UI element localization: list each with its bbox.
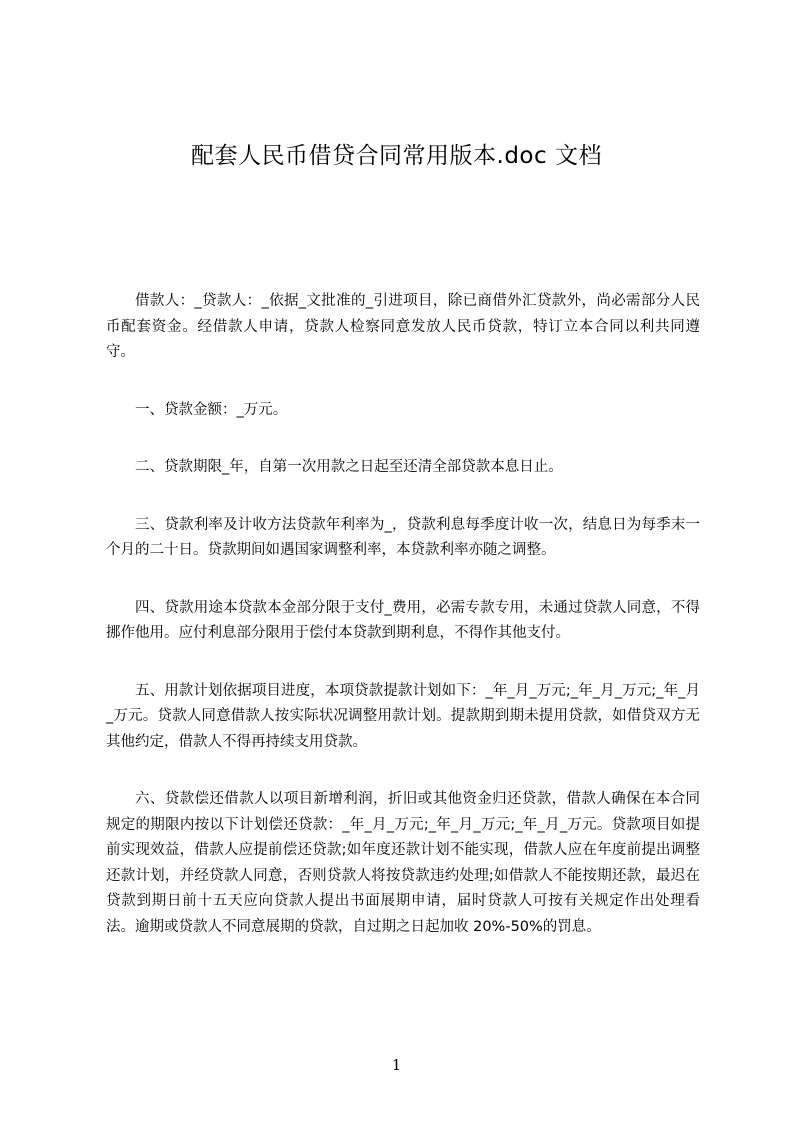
paragraph-loan-amount: 一、贷款金额：_万元。: [135, 401, 288, 418]
paragraph-loan-purpose: 四、贷款用途本贷款本金部分限于支付_费用，必需专款专用，未通过贷款人同意，不得挪作他用。应付利息部分限用于偿付本贷款到期利息，不得作其他支付。: [106, 599, 700, 641]
paragraph-interest-rate: 三、贷款利率及计收方法贷款年利率为_，贷款利息每季度计收一次，结息日为每季末一个月的二十日。贷款期间如遇国家调整利率，本贷款利率亦随之调整。: [106, 516, 700, 558]
paragraph-loan-term: 二、贷款期限_年，自第一次用款之日起至还清全部贷款本息日止。: [135, 459, 563, 475]
paragraph-repayment: 六、贷款偿还借款人以项目新增利润，折旧或其他资金归还贷款，借款人确保在本合同规定的期限内按以下计划偿还贷款：_年_月_万元;_年_月_万元;_年_月_万元。贷款项目如提前实现效益，借款人应提前偿还贷款;如年度还款计划不能实现，借款人应在年度前提出调整还款计划，并经贷款人同意，否则贷款人将按贷款违约处理;如借款人不能按期还款，最迟在贷款到期日前十五天应向贷款人提出书面展期申请，届时贷款人可按有关规定作出处理看法。逾期或贷款人不同意展期的贷款，自过期之日起加收 20%-50%的罚息。: [106, 791, 700, 935]
paragraph-drawdown-plan: 五、用款计划依据项目进度，本项贷款提款计划如下：_年_月_万元;_年_月_万元;_年_月_万元。贷款人同意借款人按实际状况调整用款计划。提款期到期未提用贷款，如借贷双方无其他约定，借款人不得再持续支用贷款。: [106, 682, 700, 750]
document-body: [106, 289, 700, 972]
paragraph-preamble: 借款人：_贷款人：_依据_文批准的_引进项目，除已商借外汇贷款外，尚必需部分人民币配套资金。经借款人申请，贷款人检察同意发放人民币贷款，特订立本合同以利共同遵守。: [106, 293, 700, 360]
page-number: 1: [391, 1056, 402, 1074]
document-title: 配套人民币借贷合同常用版本.doc 文档: [191, 143, 602, 169]
